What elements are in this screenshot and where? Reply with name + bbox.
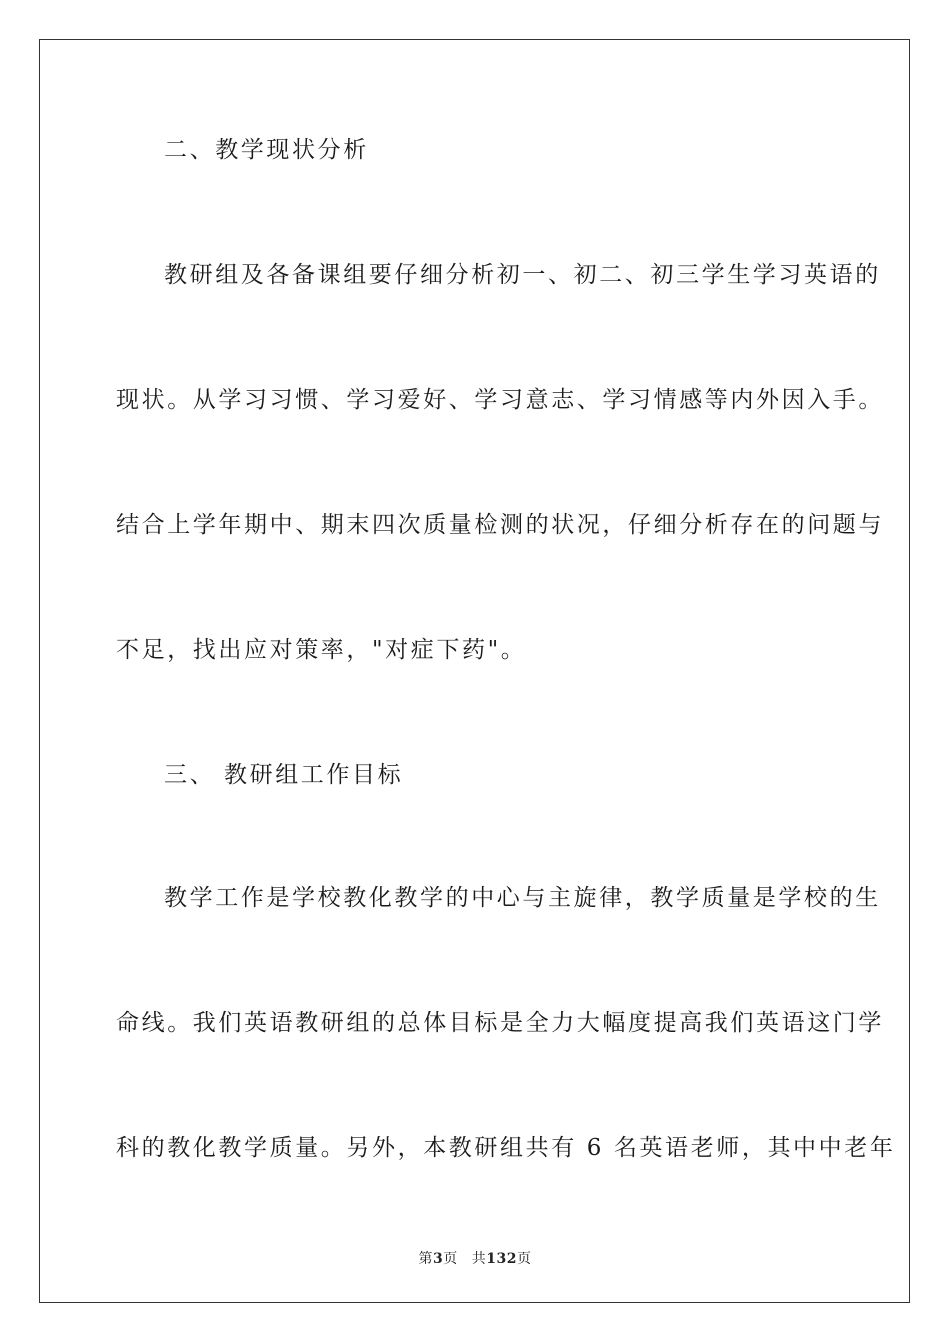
section-heading-3-text: 教研组工作目标 [224,762,404,788]
footer-total-prefix: 共 [471,1251,487,1267]
page-footer [0,1248,950,1268]
paragraph-1-line-2: 现状。从学习习惯、学习爱好、学习意志、学习情感等内外因入手。 [116,387,884,413]
paragraph-2-line-1: 教学工作是学校教化教学的中心与主旋律，教学质量是学校的生 [164,885,881,911]
paragraph-2-line-2: 命线。我们英语教研组的总体目标是全力大幅度提高我们英语这门学 [116,1010,884,1036]
footer-page-prefix: 第 [418,1251,433,1267]
paragraph-1-line-1: 教研组及各备课组要仔细分析初一、初二、初三学生学习英语的 [164,262,881,288]
paragraph-1-line-4: 不足，找出应对策率，"对症下药"。 [116,637,527,663]
footer-total-number: 132 [486,1251,517,1267]
section-heading-3-number: 三、 [164,762,216,788]
footer-page-suffix: 页 [443,1251,458,1267]
page-frame [39,39,910,1303]
section-heading-3 [164,761,403,789]
footer-total-suffix: 页 [516,1251,532,1267]
paragraph-1-line-3: 结合上学年期中、期末四次质量检测的状况，仔细分析存在的问题与 [116,512,884,538]
paragraph-2-line-3: 科的教化教学质量。另外，本教研组共有 6 名英语老师，其中中老年 [116,1135,896,1161]
section-heading-2: 二、教学现状分析 [164,137,369,163]
footer-page-number: 3 [433,1251,444,1267]
